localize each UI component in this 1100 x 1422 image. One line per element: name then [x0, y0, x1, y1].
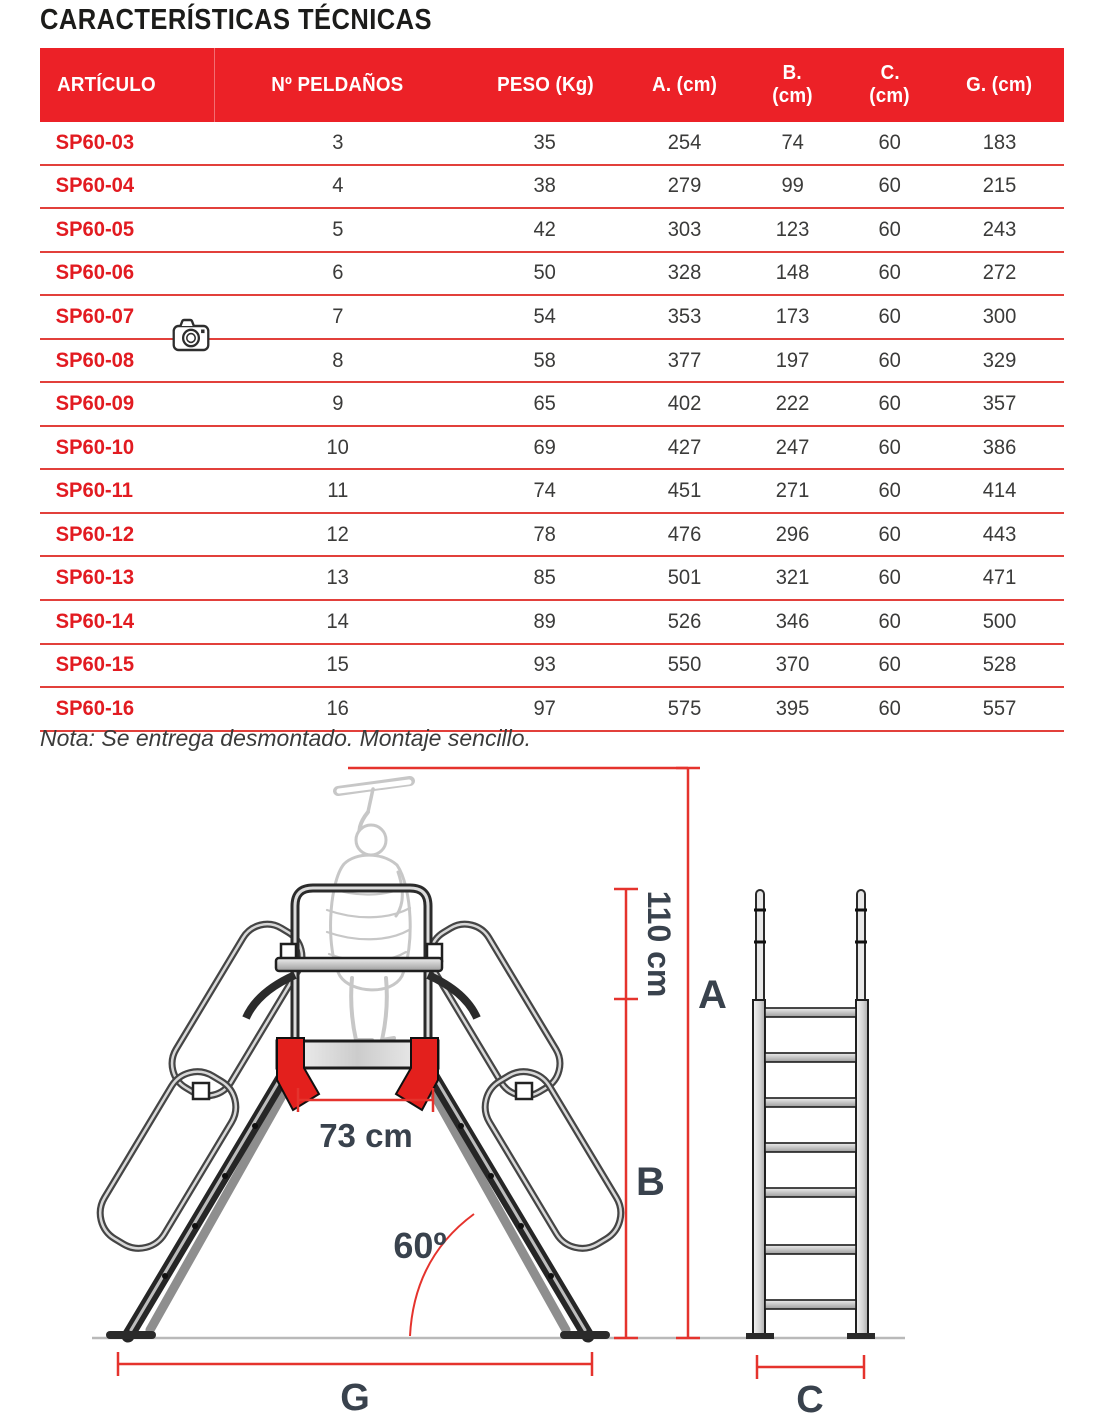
value-cell [845, 523, 935, 547]
cell-text: 60 [878, 435, 902, 459]
cell-text: 370 [775, 653, 810, 677]
cell-text: 148 [775, 261, 810, 285]
cell-text: 5 [331, 217, 344, 241]
dimension-c [757, 1355, 864, 1379]
dimension-g [118, 1352, 592, 1376]
table-row [40, 470, 1064, 514]
cell-text: 3 [331, 130, 344, 154]
value-cell [460, 261, 630, 285]
cell-text: 173 [775, 304, 810, 328]
cell-text: 97 [533, 696, 557, 720]
dimension-110-b [614, 889, 638, 1338]
cell-text: SP60-16 [55, 696, 135, 720]
value-cell [630, 566, 740, 590]
cell-text: 60 [878, 304, 902, 328]
value-cell [845, 261, 935, 285]
value-cell [740, 305, 845, 329]
value-cell [845, 479, 935, 503]
cell-text: 12 [326, 522, 349, 546]
article-cell [40, 131, 215, 155]
assembly-note: Nota: Se entrega desmontado. Montaje sencillo. [40, 725, 531, 751]
article-cell [40, 479, 215, 503]
value-cell [740, 392, 845, 416]
cell-text: 215 [982, 174, 1017, 198]
cell-text: 575 [668, 696, 702, 720]
cell-text: 74 [781, 130, 804, 154]
value-cell [460, 610, 630, 634]
value-cell [740, 523, 845, 547]
value-cell [460, 174, 630, 198]
value-cell [935, 218, 1064, 242]
value-cell [460, 392, 630, 416]
value-cell [935, 523, 1064, 547]
cell-text: 65 [533, 392, 557, 416]
cell-text: 38 [533, 174, 557, 198]
value-cell [630, 174, 740, 198]
guardrail-crossbar [276, 958, 442, 971]
cell-text: 14 [326, 609, 349, 633]
article-cell [40, 610, 215, 634]
table-row [40, 209, 1064, 253]
cell-text: 197 [775, 348, 810, 372]
value-cell [935, 479, 1064, 503]
value-cell [935, 261, 1064, 285]
cell-text: 89 [533, 609, 557, 633]
table-row [40, 166, 1064, 210]
col-header-peso: PESO (Kg) [496, 73, 594, 96]
cell-text: 93 [533, 653, 557, 677]
value-cell [215, 566, 460, 590]
col-header-a: A. (cm) [652, 73, 718, 96]
cell-text: 451 [668, 479, 702, 503]
cell-text: 377 [668, 348, 702, 372]
cell-text: 6 [331, 261, 344, 285]
cell-text: 60 [878, 653, 902, 677]
cell-text: SP60-03 [55, 130, 135, 154]
cell-text: 395 [775, 696, 810, 720]
value-cell [215, 479, 460, 503]
value-cell [740, 218, 845, 242]
cell-text: 528 [982, 653, 1017, 677]
label-a: A [698, 973, 727, 1017]
value-cell [460, 349, 630, 373]
value-cell [740, 174, 845, 198]
article-cell [40, 305, 215, 329]
value-cell [935, 349, 1064, 373]
cell-text: 15 [326, 653, 349, 677]
cell-text: 247 [775, 435, 810, 459]
cell-text: 526 [668, 609, 702, 633]
value-cell [740, 479, 845, 503]
label-g: G [340, 1377, 370, 1419]
spec-table [40, 48, 1064, 732]
value-cell [845, 218, 935, 242]
ladder-front-view [746, 890, 875, 1338]
article-cell [40, 261, 215, 285]
cell-text: 123 [775, 217, 810, 241]
value-cell [935, 305, 1064, 329]
value-cell [215, 653, 460, 677]
table-body [40, 122, 1064, 732]
cell-text: 183 [982, 130, 1017, 154]
cell-text: 60 [878, 479, 902, 503]
label-110cm: 110 cm [641, 890, 677, 998]
cell-text: 357 [982, 392, 1017, 416]
cell-text: 550 [668, 653, 702, 677]
article-cell [40, 349, 215, 373]
col-header-peldanos: Nº PELDAÑOS [271, 73, 404, 96]
value-cell [215, 218, 460, 242]
value-cell [630, 131, 740, 155]
value-cell [845, 436, 935, 460]
cell-text: 69 [533, 435, 557, 459]
cell-text: SP60-14 [55, 609, 135, 633]
table-row [40, 514, 1064, 558]
cell-text: 271 [775, 479, 810, 503]
value-cell [460, 131, 630, 155]
cell-text: 16 [326, 696, 349, 720]
cell-text: 346 [775, 609, 810, 633]
value-cell [460, 479, 630, 503]
cell-text: 222 [775, 392, 810, 416]
cell-text: 85 [533, 566, 557, 590]
table-row [40, 601, 1064, 645]
value-cell [630, 436, 740, 460]
cell-text: SP60-10 [55, 435, 135, 459]
value-cell [460, 653, 630, 677]
cell-text: 272 [982, 261, 1017, 285]
cell-text: 60 [878, 130, 902, 154]
cell-text: 386 [982, 435, 1017, 459]
value-cell [630, 523, 740, 547]
cell-text: 10 [326, 435, 349, 459]
article-cell [40, 566, 215, 590]
value-cell [740, 697, 845, 721]
value-cell [740, 349, 845, 373]
value-cell [740, 261, 845, 285]
cell-text: 60 [878, 696, 902, 720]
table-row [40, 296, 1064, 340]
right-handrail-hoops [420, 914, 632, 1260]
value-cell [215, 610, 460, 634]
cell-text: 9 [331, 392, 344, 416]
value-cell [215, 305, 460, 329]
value-cell [935, 392, 1064, 416]
worker-figure [327, 781, 410, 1040]
value-cell [845, 610, 935, 634]
cell-text: 471 [982, 566, 1017, 590]
value-cell [630, 479, 740, 503]
page-title: CARACTERÍSTICAS TÉCNICAS [40, 4, 432, 36]
value-cell [845, 349, 935, 373]
cell-text: 414 [982, 479, 1017, 503]
label-b: B [636, 1160, 665, 1204]
cell-text: 42 [533, 217, 557, 241]
value-cell [845, 653, 935, 677]
cell-text: SP60-06 [55, 261, 135, 285]
col-header-c: C. (cm) [869, 62, 911, 107]
value-cell [740, 610, 845, 634]
cell-text: 303 [668, 217, 702, 241]
cell-text: 476 [668, 522, 702, 546]
value-cell [630, 305, 740, 329]
cell-text: 557 [982, 696, 1017, 720]
cell-text: 243 [982, 217, 1017, 241]
ladder-technical-diagram [0, 758, 1100, 1422]
cell-text: 427 [668, 435, 702, 459]
cell-text: 296 [775, 522, 810, 546]
cell-text: 500 [982, 609, 1017, 633]
value-cell [630, 349, 740, 373]
value-cell [215, 349, 460, 373]
cell-text: 328 [668, 261, 702, 285]
table-row [40, 122, 1064, 166]
value-cell [460, 523, 630, 547]
value-cell [460, 305, 630, 329]
cell-text: SP60-12 [55, 522, 135, 546]
value-cell [460, 566, 630, 590]
cell-text: SP60-09 [55, 392, 135, 416]
cell-text: 58 [533, 348, 557, 372]
cell-text: SP60-11 [55, 479, 133, 503]
label-73cm: 73 cm [319, 1117, 413, 1154]
value-cell [845, 174, 935, 198]
cell-text: SP60-04 [55, 174, 135, 198]
table-row [40, 253, 1064, 297]
cell-text: SP60-05 [55, 217, 135, 241]
cell-text: SP60-08 [55, 348, 135, 372]
cell-text: 74 [533, 479, 557, 503]
cell-text: 13 [326, 566, 349, 590]
col-header-b: B. (cm) [772, 62, 813, 107]
value-cell [935, 436, 1064, 460]
cell-text: 501 [668, 566, 702, 590]
article-cell [40, 174, 215, 198]
table-row [40, 383, 1064, 427]
value-cell [740, 131, 845, 155]
cell-text: 60 [878, 609, 902, 633]
value-cell [740, 653, 845, 677]
cell-text: 402 [668, 392, 702, 416]
value-cell [630, 392, 740, 416]
value-cell [935, 131, 1064, 155]
article-cell [40, 653, 215, 677]
cell-text: 60 [878, 392, 902, 416]
value-cell [460, 436, 630, 460]
cell-text: 99 [781, 174, 804, 198]
value-cell [845, 697, 935, 721]
cell-text: 321 [775, 566, 810, 590]
cell-text: 279 [668, 174, 702, 198]
value-cell [630, 610, 740, 634]
label-angle: 60º [393, 1225, 447, 1266]
value-cell [740, 436, 845, 460]
value-cell [215, 523, 460, 547]
cell-text: 60 [878, 174, 902, 198]
value-cell [215, 436, 460, 460]
table-row [40, 427, 1064, 471]
cell-text: 60 [878, 261, 902, 285]
value-cell [215, 392, 460, 416]
value-cell [935, 174, 1064, 198]
cell-text: 60 [878, 217, 902, 241]
table-row [40, 645, 1064, 689]
value-cell [215, 697, 460, 721]
cell-text: SP60-07 [55, 304, 135, 328]
cell-text: 353 [668, 304, 702, 328]
cell-text: 60 [878, 348, 902, 372]
label-c: C [796, 1379, 824, 1421]
cell-text: 35 [533, 130, 557, 154]
cell-text: 78 [533, 522, 557, 546]
cell-text: 60 [878, 522, 902, 546]
value-cell [935, 653, 1064, 677]
value-cell [215, 174, 460, 198]
article-cell [40, 697, 215, 721]
cell-text: SP60-15 [55, 653, 135, 677]
value-cell [630, 697, 740, 721]
cell-text: 329 [982, 348, 1017, 372]
cell-text: 443 [982, 522, 1017, 546]
col-header-articulo: ARTÍCULO [40, 48, 215, 122]
cell-text: 8 [331, 348, 344, 372]
value-cell [845, 392, 935, 416]
article-cell [40, 218, 215, 242]
table-header-row [40, 48, 1064, 122]
article-cell [40, 392, 215, 416]
col-header-g: G. (cm) [966, 73, 1033, 96]
cell-text: 254 [668, 130, 702, 154]
cell-text: 60 [878, 566, 902, 590]
value-cell [630, 653, 740, 677]
table-row [40, 557, 1064, 601]
value-cell [935, 697, 1064, 721]
value-cell [845, 131, 935, 155]
value-cell [215, 261, 460, 285]
value-cell [845, 566, 935, 590]
value-cell [935, 610, 1064, 634]
cell-text: 54 [533, 304, 557, 328]
cell-text: SP60-13 [55, 566, 135, 590]
value-cell [630, 261, 740, 285]
cell-text: 50 [533, 261, 557, 285]
cell-text: 11 [327, 479, 348, 503]
value-cell [460, 697, 630, 721]
value-cell [845, 305, 935, 329]
article-cell [40, 523, 215, 547]
value-cell [215, 131, 460, 155]
value-cell [740, 566, 845, 590]
value-cell [630, 218, 740, 242]
cell-text: 4 [331, 174, 344, 198]
value-cell [460, 218, 630, 242]
cell-text: 300 [982, 304, 1017, 328]
value-cell [935, 566, 1064, 590]
cell-text: 7 [331, 304, 344, 328]
article-cell [40, 436, 215, 460]
